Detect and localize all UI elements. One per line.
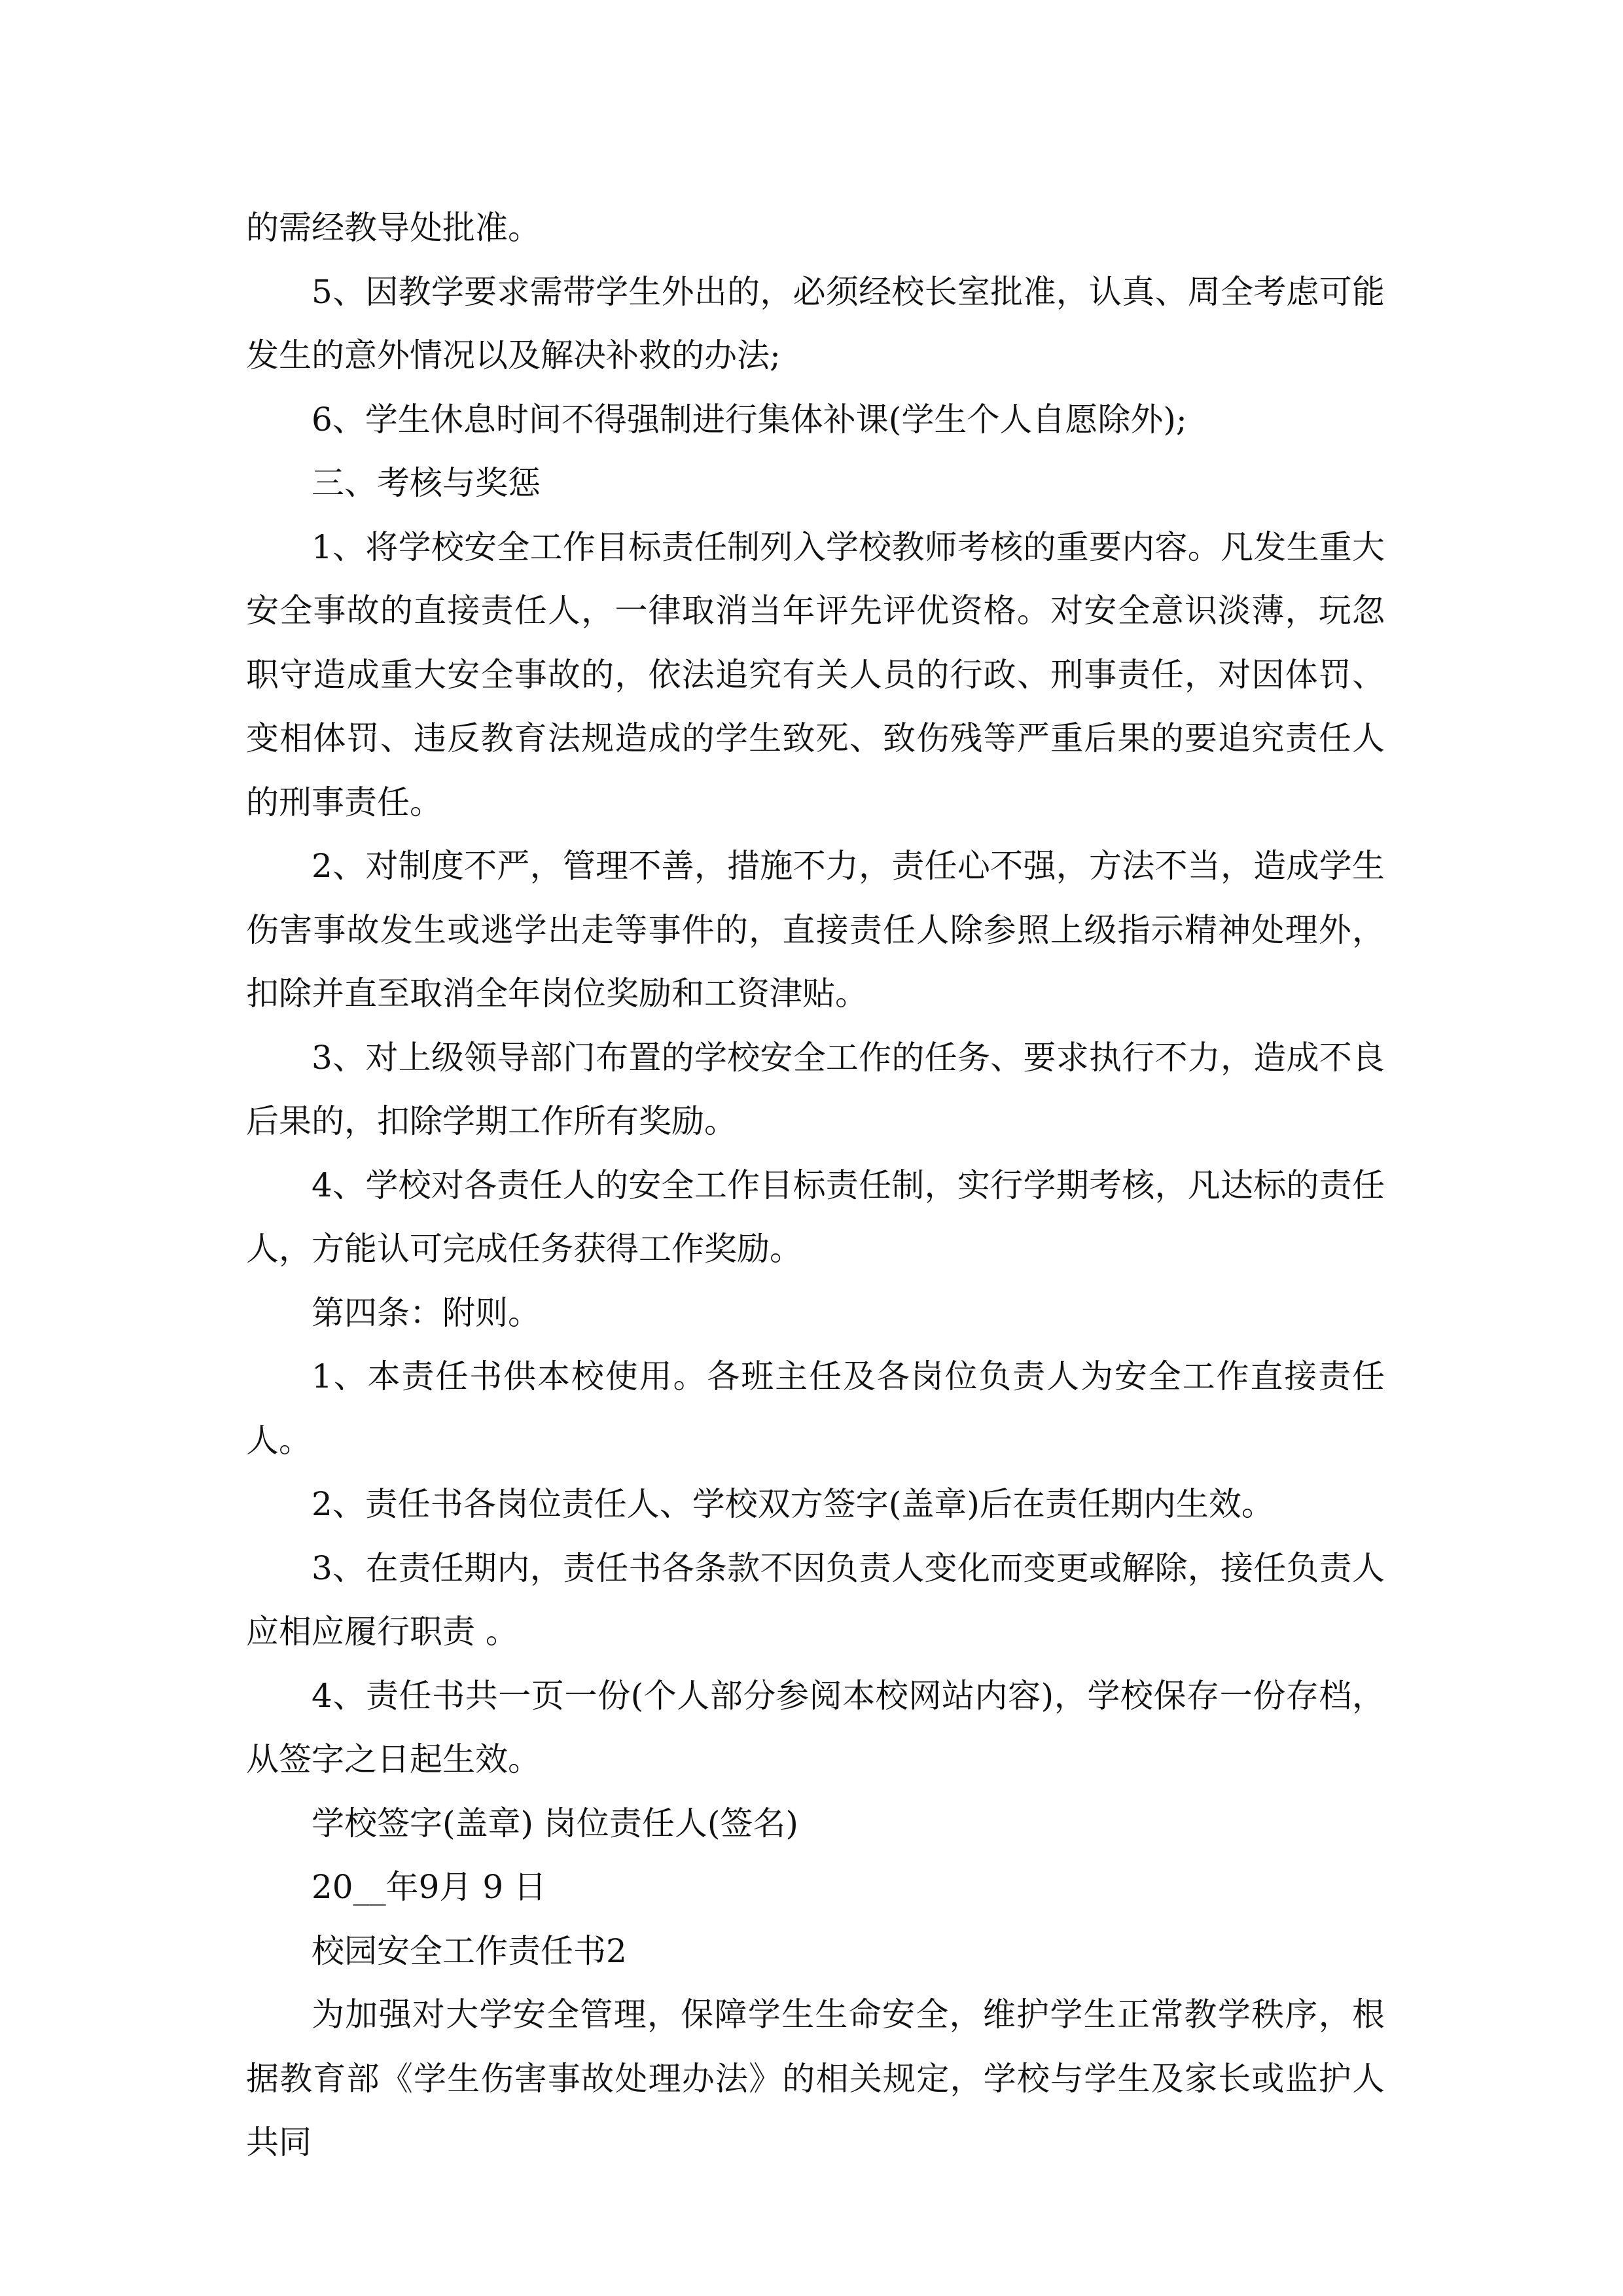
- paragraph: 1、本责任书供本校使用。各班主任及各岗位负责人为安全工作直接责任人。: [246, 1357, 1385, 1460]
- section-heading: 三、考核与奖惩: [312, 464, 541, 502]
- signature-line: 学校签字(盖章) 岗位责任人(签名): [312, 1804, 798, 1842]
- paragraph: 2、对制度不严，管理不善，措施不力，责任心不强，方法不当，造成学生伤害事故发生或逃学出走等事件的，直接责任人除参照上级指示精神处理外，扣除并直至取消全年岗位奖励和工资津贴。: [246, 847, 1385, 1013]
- date-line: 20__年9月 9 日: [312, 1868, 547, 1906]
- paragraph: 2、责任书各岗位责任人、学校双方签字(盖章)后在责任期内生效。: [312, 1485, 1274, 1523]
- document-title: 校园安全工作责任书2: [312, 1931, 627, 1970]
- paragraph: 6、学生休息时间不得强制进行集体补课(学生个人自愿除外);: [312, 400, 1187, 439]
- paragraph: 为加强对大学安全管理，保障学生生命安全，维护学生正常教学秩序，根据教育部《学生伤害事故处理办法》的相关规定，学校与学生及家长或监护人共同: [246, 1996, 1385, 2161]
- paragraph: 1、将学校安全工作目标责任制列入学校教师考核的重要内容。凡发生重大安全事故的直接责任人，一律取消当年评先评优资格。对安全意识淡薄，玩忽职守造成重大安全事故的，依法追究有关人员的行政、刑事责任，对因体罚、变相体罚、违反教育法规造成的学生致死、致伤残等严重后果的要追究责任人的刑事责任。: [246, 528, 1385, 821]
- paragraph: 的需经教导处批准。: [246, 209, 541, 247]
- paragraph: 4、学校对各责任人的安全工作目标责任制，实行学期考核，凡达标的责任人，方能认可完成任务获得工作奖励。: [246, 1166, 1385, 1268]
- document-body: [246, 196, 1385, 2175]
- paragraph: 4、责任书共一页一份(个人部分参阅本校网站内容)，学校保存一份存档，从签字之日起生效。: [246, 1676, 1385, 1778]
- section-heading: 第四条：附则。: [312, 1293, 541, 1332]
- paragraph: 5、因教学要求需带学生外出的，必须经校长室批准，认真、周全考虑可能发生的意外情况以及解决补救的办法;: [246, 272, 1385, 374]
- paragraph: 3、在责任期内，责任书各条款不因负责人变化而变更或解除，接任负责人应相应履行职责 。: [246, 1549, 1385, 1651]
- paragraph: 3、对上级领导部门布置的学校安全工作的任务、要求执行不力，造成不良后果的，扣除学期工作所有奖励。: [246, 1038, 1385, 1140]
